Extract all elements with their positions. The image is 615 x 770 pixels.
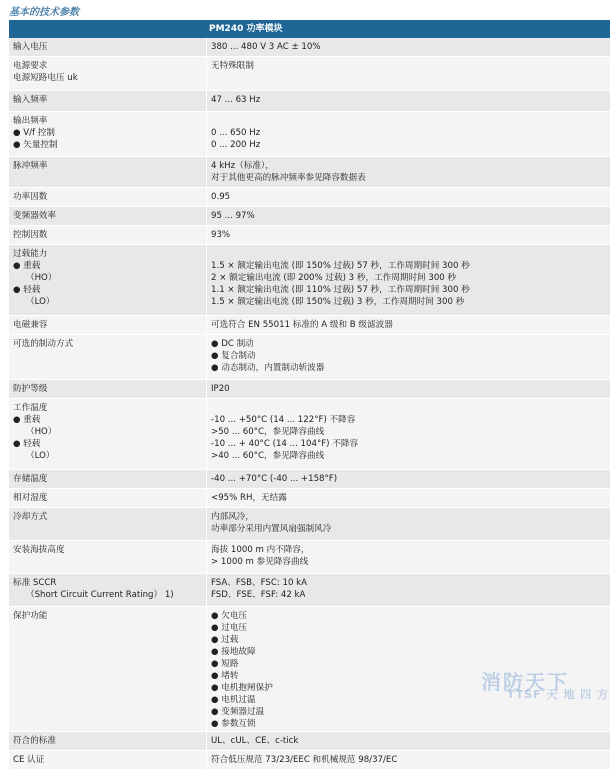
table-row	[9, 380, 610, 399]
param-label	[9, 157, 206, 187]
param-label	[9, 399, 206, 469]
param-value-line: 2 × 额定输出电流 (即 200% 过载) 3 秒，工作周期时间 300 秒	[211, 273, 457, 283]
param-value	[206, 470, 610, 488]
param-value-line: ● 过载	[211, 635, 239, 645]
param-value-line: ● 复合制动	[211, 351, 256, 361]
param-value	[206, 38, 610, 56]
table-row	[9, 541, 610, 574]
param-label-line: CE 认证	[13, 755, 45, 765]
param-label-line: （LO）	[26, 297, 55, 307]
param-label-line: ● 重载	[13, 261, 41, 271]
param-value-line: FSA、FSB、FSC: 10 kA	[211, 578, 308, 588]
watermark-logo	[449, 666, 609, 704]
param-label	[9, 91, 206, 111]
param-label	[9, 541, 206, 573]
param-value-line: 对于其他更高的脉冲频率参见降容数据表	[211, 173, 366, 183]
param-value	[206, 316, 610, 334]
param-label-line: ● 轻载	[13, 285, 41, 295]
param-label-line: 变频器效率	[13, 211, 56, 221]
table-row	[9, 91, 610, 112]
param-value-line: 47 ... 63 Hz	[211, 95, 261, 105]
param-value	[206, 541, 610, 573]
param-label-line: 控制因数	[13, 230, 48, 240]
param-value-line: ● 参数互锁	[211, 719, 256, 729]
param-label	[9, 508, 206, 540]
param-label	[9, 751, 206, 769]
param-label-line: 输入频率	[13, 95, 48, 105]
param-value-line: 内部风冷，	[211, 512, 254, 522]
table-row	[9, 335, 610, 380]
param-value-line: 可选符合 EN 55011 标准的 A 级和 B 级滤波器	[211, 320, 393, 330]
param-value-line: 无特殊限制	[211, 61, 254, 71]
param-label-line: ● V/f 控制	[13, 128, 55, 138]
param-value-line: IP20	[211, 384, 230, 394]
table-row	[9, 157, 610, 188]
table-row	[9, 112, 610, 157]
param-value-line	[211, 248, 606, 260]
param-label-line: ● 矢量控制	[13, 140, 58, 150]
param-value-line: UL、cUL、CE、c-tick	[211, 736, 299, 746]
param-value-line	[211, 402, 606, 414]
param-label	[9, 207, 206, 225]
param-value-line: -10 ... + 40°C (14 ... 104°F) 不降容	[211, 439, 359, 449]
param-value-line: ● 短路	[211, 659, 239, 669]
param-value	[206, 380, 610, 398]
param-label	[9, 607, 206, 731]
param-value	[206, 112, 610, 156]
param-label-line: 冷却方式	[13, 512, 48, 522]
param-value-line: ● 堵转	[211, 671, 239, 681]
table-row	[9, 470, 610, 489]
param-value	[206, 335, 610, 379]
param-value	[206, 157, 610, 187]
param-value	[206, 751, 610, 769]
table-row	[9, 316, 610, 335]
param-value-line: 4 kHz（标准），	[211, 161, 274, 171]
table-row	[9, 489, 610, 508]
param-label	[9, 574, 206, 606]
param-value	[206, 574, 610, 606]
param-label-line: ● 轻载	[13, 439, 41, 449]
param-label-line: 脉冲频率	[13, 161, 48, 171]
param-label-line: 标准 SCCR	[13, 578, 57, 588]
param-label-line: 保护功能	[13, 611, 48, 621]
table-row	[9, 732, 610, 751]
param-label	[9, 188, 206, 206]
param-label-line: 可选的制动方式	[13, 339, 74, 349]
watermark-subtext: TTSF 天 地 四 方	[506, 688, 609, 701]
param-value-line: -40 ... +70°C (-40 ... +158°F)	[211, 474, 338, 484]
param-label	[9, 316, 206, 334]
param-value-line: 海拔 1000 m 内不降容，	[211, 545, 310, 555]
param-label-line: 电磁兼容	[13, 320, 48, 330]
table-row	[9, 207, 610, 226]
param-value-line: ● 电机抱闸保护	[211, 683, 273, 693]
param-value-line: ● 过电压	[211, 623, 248, 633]
param-value-line: FSD、FSE、FSF: 42 kA	[211, 590, 306, 600]
table-row	[9, 245, 610, 316]
tech-spec-table	[9, 20, 610, 770]
param-label-line: 工作温度	[13, 403, 48, 413]
param-value-line: 380 ... 480 V 3 AC ± 10%	[211, 42, 321, 52]
param-label-line: 符合的标准	[13, 736, 56, 746]
table-row	[9, 226, 610, 245]
param-value	[206, 489, 610, 507]
param-value-line: -10 ... +50°C (14 ... 122°F) 不降容	[211, 415, 356, 425]
table-row	[9, 38, 610, 57]
param-value	[206, 732, 610, 750]
param-value-line: 0.95	[211, 192, 231, 202]
table-header	[9, 20, 610, 38]
param-value-line: ● 欠电压	[211, 611, 248, 621]
param-label-line: （HO）	[26, 273, 57, 283]
table-row	[9, 574, 610, 607]
param-value	[206, 91, 610, 111]
table-row	[9, 57, 610, 91]
param-label-line: 输出频率	[13, 116, 48, 126]
table-row	[9, 751, 610, 770]
table-row	[9, 188, 610, 207]
param-value	[206, 226, 610, 244]
param-label-line: ● 重载	[13, 415, 41, 425]
param-value-line: 1.5 × 额定输出电流 (即 150% 过载) 57 秒，工作周期时间 300 秒	[211, 261, 470, 271]
param-value-line	[211, 72, 606, 84]
table-row	[9, 508, 610, 541]
param-label	[9, 226, 206, 244]
param-value-line: ● 电机过温	[211, 695, 256, 705]
param-label	[9, 57, 206, 90]
param-label-line: 电源要求	[13, 61, 48, 71]
param-value	[206, 245, 610, 315]
table-row	[9, 399, 610, 470]
param-label-line: （Short Circuit Current Rating） 1)	[26, 590, 174, 600]
param-value-line: >40 ... 60°C，参见降容曲线	[211, 451, 325, 461]
param-value	[206, 57, 610, 90]
param-value	[206, 508, 610, 540]
param-label	[9, 470, 206, 488]
param-value	[206, 207, 610, 225]
param-label	[9, 112, 206, 156]
param-value-line: 功率部分采用内置风扇强制风冷	[211, 524, 332, 534]
param-value-line: 1.1 × 额定输出电流 (即 110% 过载) 57 秒，工作周期时间 300 秒	[211, 285, 470, 295]
section-heading: 基本的技术参数	[9, 7, 79, 18]
param-value-line: > 1000 m 参见降容曲线	[211, 557, 309, 567]
param-label	[9, 380, 206, 398]
param-label-line: 存储温度	[13, 474, 48, 484]
param-label-line: 安装海拔高度	[13, 545, 65, 555]
param-value-line: <95% RH，无结露	[211, 493, 287, 503]
param-label	[9, 245, 206, 315]
param-label-line: 过载能力	[13, 249, 48, 259]
param-value-line: ● 接地故障	[211, 647, 256, 657]
param-value-line: 93%	[211, 230, 231, 240]
param-label-line: （LO）	[26, 451, 55, 461]
watermark-text: 消防天下	[481, 670, 569, 694]
param-label	[9, 335, 206, 379]
header-blank-cell	[9, 20, 206, 38]
param-value	[206, 399, 610, 469]
param-label	[9, 489, 206, 507]
param-value-line: 0 ... 650 Hz	[211, 128, 261, 138]
param-value-line: 0 ... 200 Hz	[211, 140, 261, 150]
param-value-line: 符合低压规范 73/23/EEC 和机械规范 98/37/EC	[211, 755, 398, 765]
param-label-line: 功率因数	[13, 192, 48, 202]
param-label-line: 电源短路电压 uk	[13, 73, 78, 83]
param-value-line	[211, 115, 606, 127]
param-value-line: 1.5 × 额定输出电流 (即 150% 过载) 3 秒，工作周期时间 300 秒	[211, 297, 465, 307]
param-value-line: >50 ... 60°C，参见降容曲线	[211, 427, 325, 437]
param-label	[9, 38, 206, 56]
param-label-line: （HO）	[26, 427, 57, 437]
param-label-line: 相对湿度	[13, 493, 48, 503]
param-value-line: ● 动态制动，内置制动斩波器	[211, 363, 325, 373]
param-value-line: 95 ... 97%	[211, 211, 255, 221]
header-title: PM240 功率模块	[209, 24, 283, 34]
param-value-line: ● DC 制动	[211, 339, 254, 349]
param-value-line: ● 变频器过温	[211, 707, 265, 717]
param-label-line: 防护等级	[13, 384, 48, 394]
param-label-line: 输入电压	[13, 42, 48, 52]
param-value	[206, 188, 610, 206]
param-label	[9, 732, 206, 750]
